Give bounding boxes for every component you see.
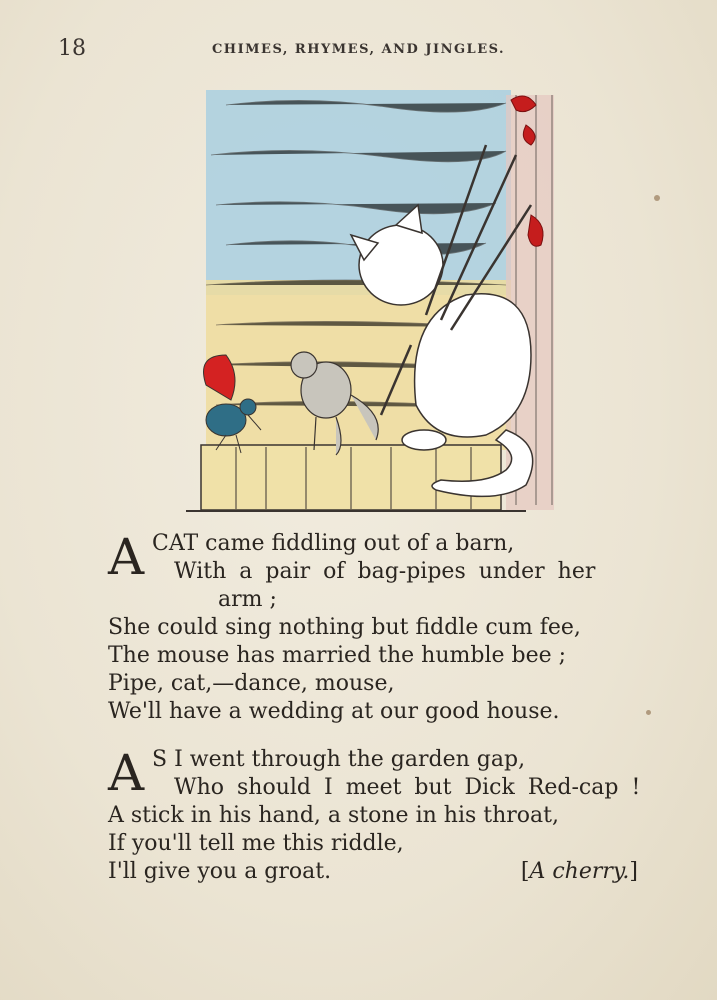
answer-bracket-open: [ (520, 859, 530, 884)
poem-line: Who should I meet but Dick Red-cap ! (174, 775, 641, 800)
poem-line: If you'll tell me this riddle, (108, 831, 404, 856)
foxing-spot (646, 710, 651, 715)
riddle-answer (521, 858, 638, 886)
answer-bracket-close: ] (629, 859, 638, 884)
answer-text: A cherry. (529, 859, 630, 884)
poem-line: arm ; (218, 587, 277, 612)
poem-line: She could sing nothing but fiddle cum fee, (108, 615, 581, 640)
poem-line: S I went through the garden gap, (152, 747, 526, 772)
poem-line: We'll have a wedding at our good house. (108, 699, 560, 724)
poem-line-with-answer (108, 858, 648, 886)
poem-line: I'll give you a groat. (108, 859, 332, 884)
poem-line: With a pair of bag-pipes under her (174, 559, 596, 584)
page-number: 18 (58, 36, 86, 61)
drop-cap: A (108, 528, 145, 586)
poem-line: CAT came fiddling out of a barn, (152, 531, 515, 556)
poem-line: Pipe, cat,—dance, mouse, (108, 671, 395, 696)
poem-line: The mouse has married the humble bee ; (108, 643, 567, 668)
cat-bagpipes-illustration (186, 85, 558, 513)
foxing-spot (654, 195, 660, 201)
poem-garden-gap (108, 746, 648, 886)
running-title: CHIMES, RHYMES, AND JINGLES. (211, 42, 506, 57)
poem-line: A stick in his hand, a stone in his throat, (108, 803, 559, 828)
drop-cap: A (108, 744, 145, 802)
poem-cat-fiddling (108, 530, 648, 726)
